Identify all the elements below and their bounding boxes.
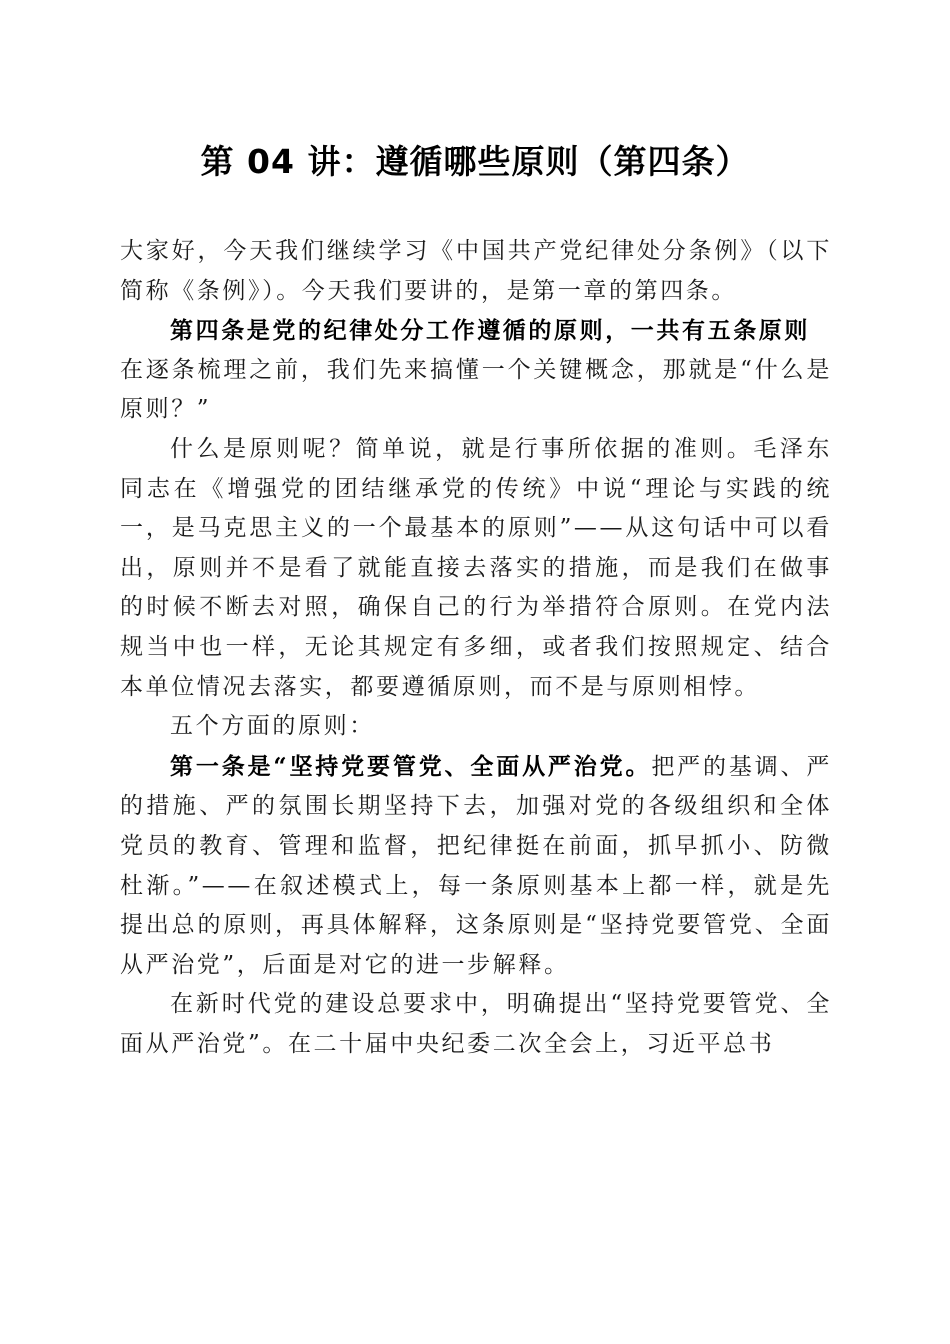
document-title: 第 04 讲：遵循哪些原则（第四条） [200,142,750,181]
paragraph-new-era: 在新时代党的建设总要求中，明确提出“坚持党要管党、全面从严治党”。在二十届中央纪委二次全会上，习近平总书 [120,991,832,1057]
paragraph-first-principle [120,747,832,986]
document-body [120,232,832,1064]
paragraph-five-aspects: 五个方面的原则： [170,713,375,740]
paragraph-intro: 大家好，今天我们继续学习《中国共产党纪律处分条例》（以下简称《条例》）。今天我们要讲的，是第一章的第四条。 [120,238,832,304]
paragraph-concept: 在逐条梳理之前，我们先来搞懂一个关键概念，那就是“什么是原则？” [120,356,832,423]
first-principle-explanation: 把严的基调、严的措施、严的氛围长期坚持下去，加强对党的各级组织和全体党员的教育、管理和监督，把纪律挺在前面，抓早抓小、防微杜渐。”——在叙述模式上，每一条原则基本上都一样，就是先提出总的原则，再具体解释，这条原则是“坚持党要管党、全面从严治党”，后面是对它的进一步解释。 [120,753,832,978]
paragraph-what-is-principle: 什么是原则呢？简单说，就是行事所依据的准则。毛泽东同志在《增强党的团结继承党的传统》中说“理论与实践的统一，是马克思主义的一个最基本的原则”——从这句话中可以看出，原则并不是看了就能直接去落实的措施，而是我们在做事的时候不断去对照，确保自己的行为举措符合原则。在党内法规当中也一样，无论其规定有多细，或者我们按照规定、结合本单位情况去落实，都要遵循原则，而不是与原则相悖。 [120,435,832,700]
paragraph-article-four: 第四条是党的纪律处分工作遵循的原则，一共有五条原则 [170,317,810,345]
first-principle-lead: 第一条是“坚持党要管党、全面从严治党。 [170,752,652,780]
